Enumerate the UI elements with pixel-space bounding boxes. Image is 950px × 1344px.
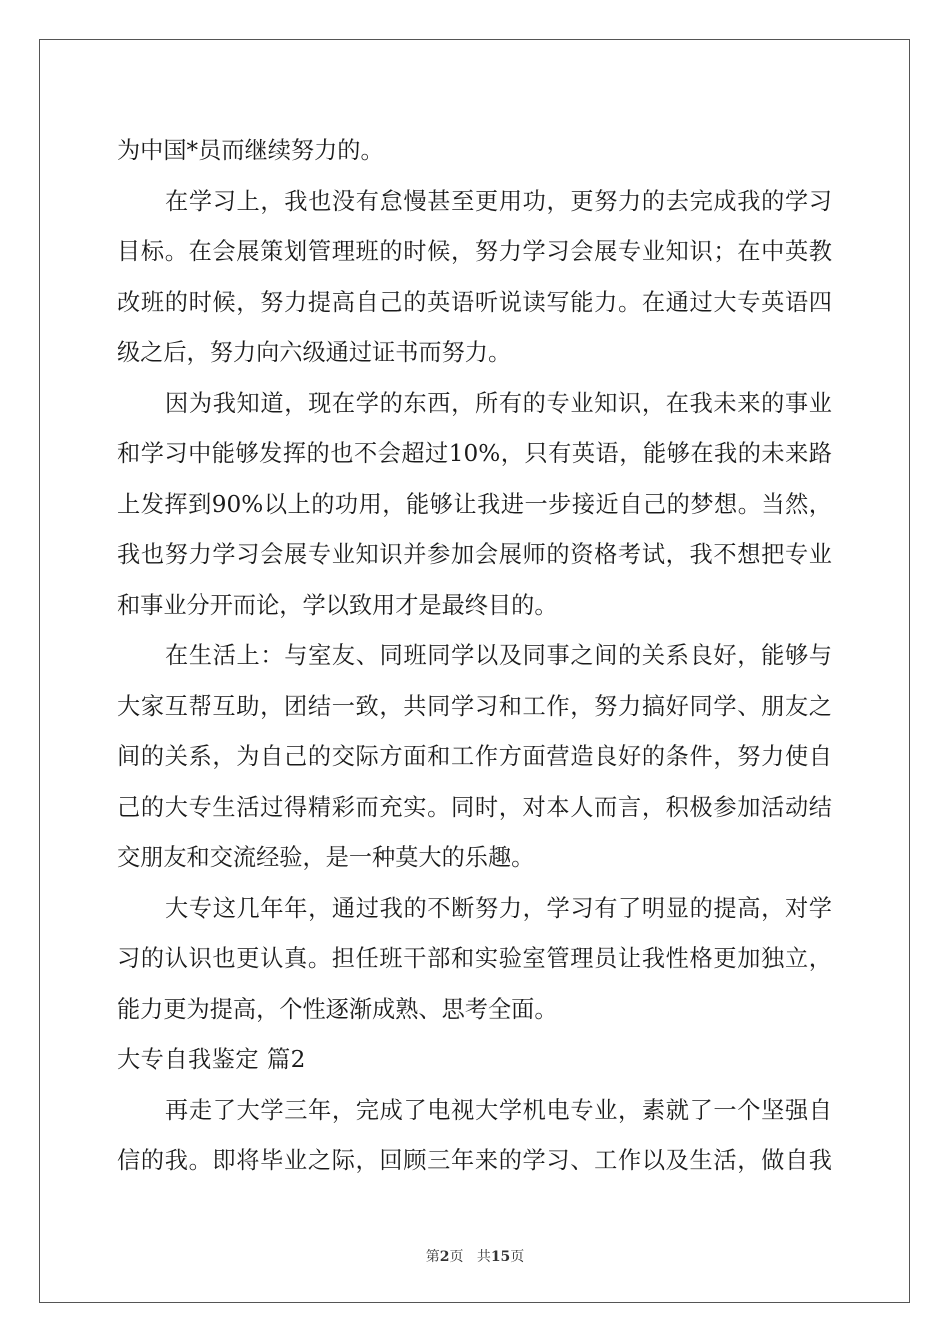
text-line: 信的我。即将毕业之际，回顾三年来的学习、工作以及生活，做自我 [117, 1147, 832, 1174]
document-body [117, 126, 832, 1187]
current-page-number: 2 [439, 1249, 450, 1265]
text-line: 因为我知道，现在学的东西，所有的专业知识，在我未来的事业 [165, 389, 832, 417]
text-line: 大专这几年年，通过我的不断努力，学习有了明显的提高，对学 [165, 894, 832, 922]
text-line: 能力更为提高，个性逐渐成熟、思考全面。 [117, 995, 558, 1023]
text-line: 交朋友和交流经验，是一种莫大的乐趣。 [117, 844, 535, 871]
text-line: 上发挥到90%以上的功用，能够让我进一步接近自己的梦想。当然， [117, 490, 832, 518]
text-line: 目标。在会展策划管理班的时候，努力学习会展专业知识；在中英教 [117, 238, 832, 265]
text-line: 我也努力学习会展专业知识并参加会展师的资格考试，我不想把专业 [117, 541, 832, 568]
text-line: 再走了大学三年，完成了电视大学机电专业，素就了一个坚强自 [165, 1096, 832, 1124]
text-line: 己的大专生活过得精彩而充实。同时，对本人而言，积极参加活动结 [117, 793, 832, 821]
text-line: 为中国*员而继续努力的。 [117, 137, 384, 164]
text-line: 间的关系，为自己的交际方面和工作方面营造良好的条件，努力使自 [117, 743, 832, 770]
text-line: 大家互帮互助，团结一致，共同学习和工作，努力搞好同学、朋友之 [117, 692, 832, 720]
section-heading: 大专自我鉴定 篇2 [117, 1046, 306, 1073]
footer-prefix: 第 [425, 1249, 440, 1265]
text-line: 改班的时候，努力提高自己的英语听说读写能力。在通过大专英语四 [117, 288, 832, 316]
footer-total-suffix: 页 [510, 1249, 525, 1265]
total-page-count: 15 [490, 1249, 511, 1265]
text-line: 级之后，努力向六级通过证书而努力。 [117, 339, 512, 366]
text-line: 在生活上：与室友、同班同学以及同事之间的关系良好，能够与 [165, 642, 832, 669]
text-line: 和学习中能够发挥的也不会超过10%，只有英语，能够在我的未来路 [117, 440, 832, 467]
footer-total-prefix: 共 [476, 1249, 491, 1265]
text-line: 在学习上，我也没有怠慢甚至更用功，更努力的去完成我的学习 [165, 187, 832, 215]
page-footer [0, 1246, 950, 1266]
text-line: 和事业分开而论，学以致用才是最终目的。 [117, 591, 558, 619]
footer-page-word: 页 [449, 1249, 464, 1265]
text-line: 习的认识也更认真。担任班干部和实验室管理员让我性格更加独立， [117, 945, 832, 972]
